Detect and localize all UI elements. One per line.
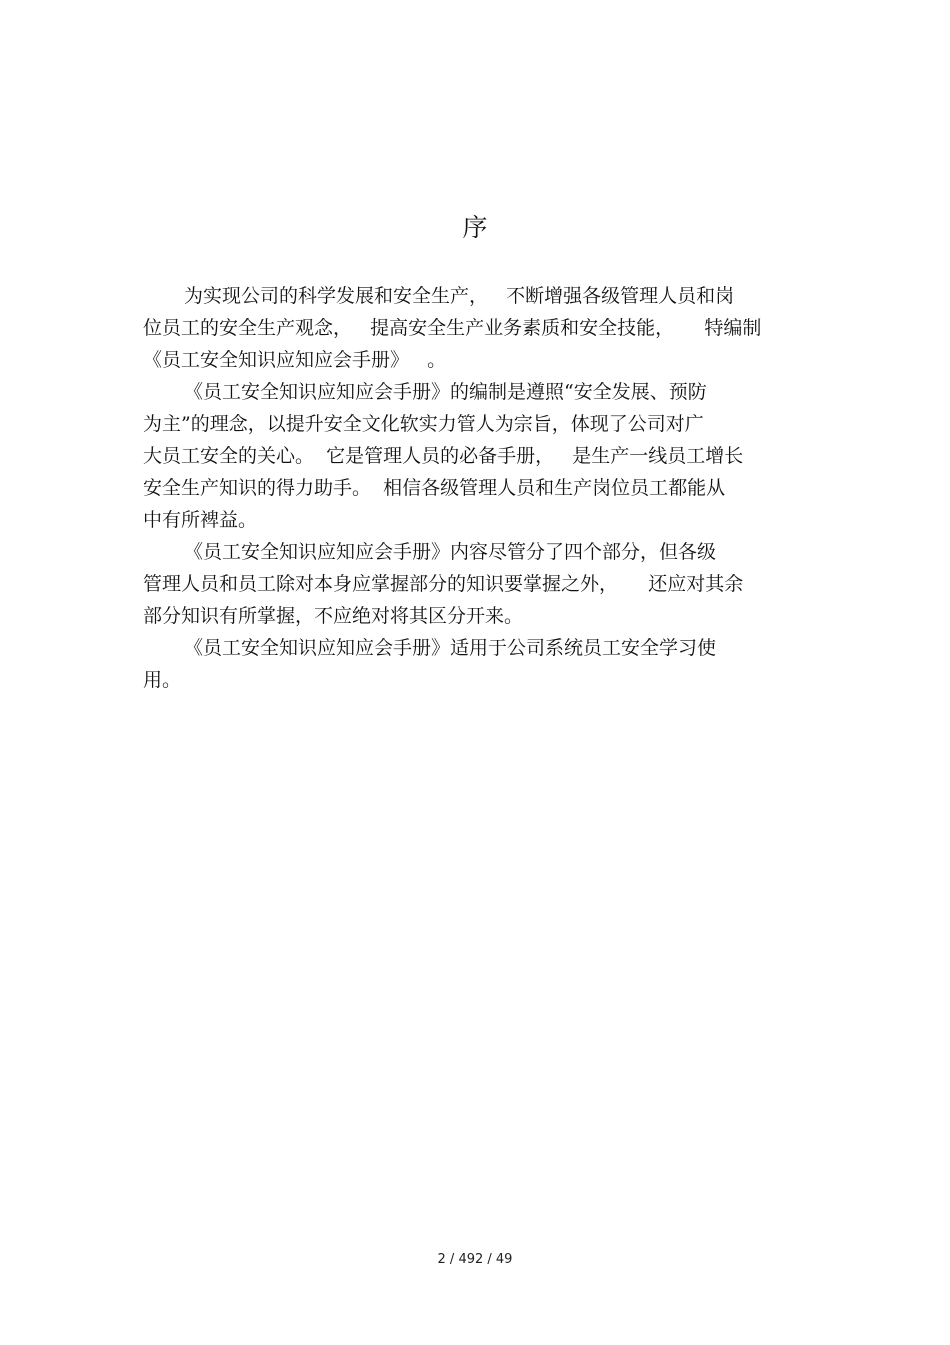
paragraph-1-line-1: 为实现公司的科学发展和安全生产， 不断增强各级管理人员和岗 xyxy=(184,285,735,307)
paragraph-2-line-5: 中有所裨益。 xyxy=(143,509,258,531)
paragraph-4-line-1: 《员工安全知识应知应会手册》适用于公司系统员工安全学习使 xyxy=(184,637,717,659)
paragraph-1-line-3: 《员工安全知识应知应会手册》 。 xyxy=(143,349,447,371)
paragraph-2-line-1: 《员工安全知识应知应会手册》的编制是遵照“安全发展、预防 xyxy=(184,381,707,403)
page-number-footer: 2 / 492 / 49 xyxy=(437,1252,513,1267)
paragraph-4-line-2: 用。 xyxy=(143,669,182,691)
paragraph-3-line-3: 部分知识有所掌握，不应绝对将其区分开来。 xyxy=(143,605,524,627)
paragraph-3-line-1: 《员工安全知识应知应会手册》内容尽管分了四个部分，但各级 xyxy=(184,541,717,563)
paragraph-2-line-2: 为主”的理念，以提升安全文化软实力管人为宗旨，体现了公司对广 xyxy=(143,413,704,435)
paragraph-2-line-4: 安全生产知识的得力助手。 相信各级管理人员和生产岗位员工都能从 xyxy=(143,477,726,499)
paragraph-1-line-2: 位员工的安全生产观念， 提高安全生产业务素质和安全技能， 特编制 xyxy=(143,317,762,339)
page-title: 序 xyxy=(462,213,488,242)
paragraph-2-line-3: 大员工安全的关心。 它是管理人员的必备手册， 是生产一线员工增长 xyxy=(143,445,744,467)
paragraph-3-line-2: 管理人员和员工除对本身应掌握部分的知识要掌握之外， 还应对其余 xyxy=(143,573,744,595)
document-body xyxy=(143,280,813,696)
